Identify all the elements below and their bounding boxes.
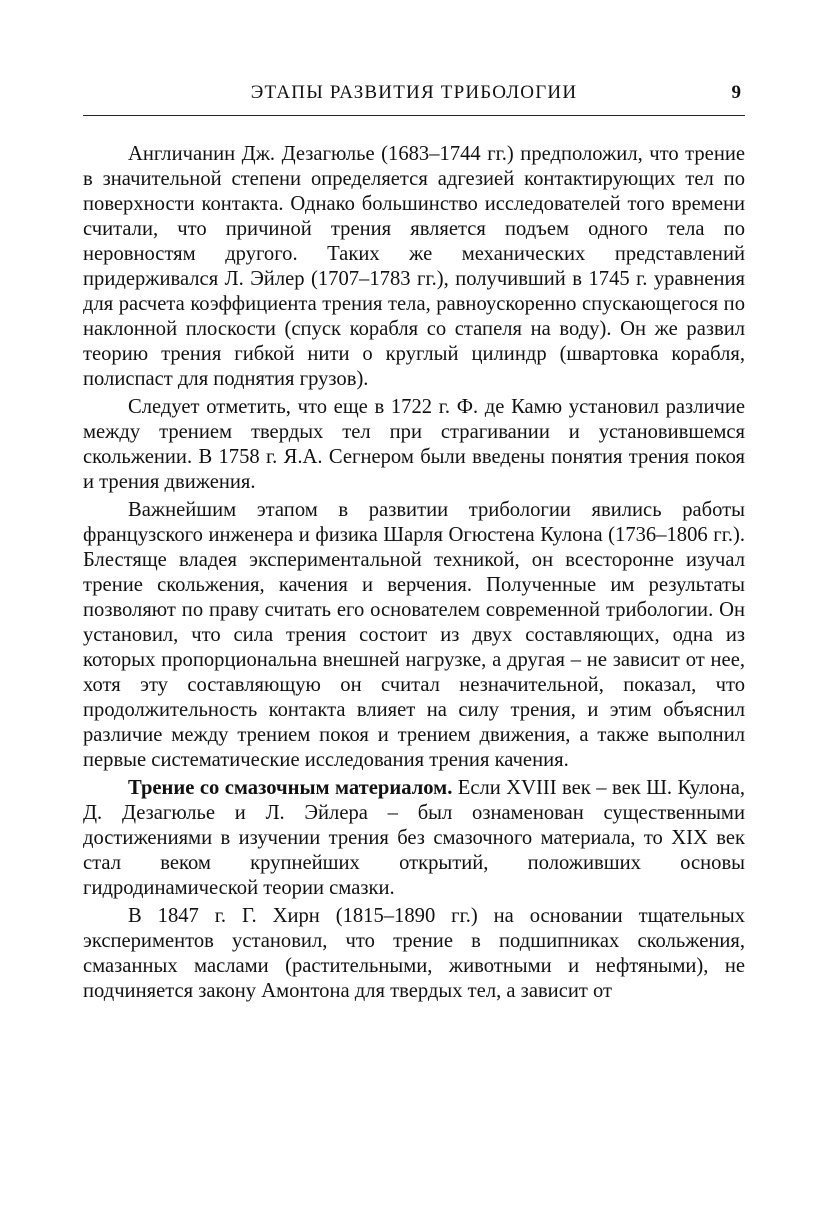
paragraph-hirn: В 1847 г. Г. Хирн (1815–1890 гг.) на основании тщательных экспериментов установил, что трение в подшипниках скольжения, смазанных маслами (растительными, животными и нефтяными), не подчиняется закону Амонтона для твердых тел, а зависит от <box>83 905 745 1002</box>
running-title: ЭТАПЫ РАЗВИТИЯ ТРИБОЛОГИИ <box>250 82 578 103</box>
section-run-in-heading: Трение со смазочным материалом. <box>128 777 453 799</box>
paragraph-lubricated-friction <box>83 776 745 901</box>
paragraph-desaguliers-euler: Англичанин Дж. Дезагюлье (1683–1744 гг.) предположил, что трение в значительной степени определяется адгезией контактирующих тел по поверхности контакта. Однако большинство исследователей того времени считали, что причиной трения является подъем одного тела по неровностям другого. Таких же механических представлений придерживался Л. Эйлер (1707–1783 гг.), получивший в 1745 г. уравнения для расчета коэффициента трения тела, равноускоренно спускающегося по наклонной плоскости (спуск корабля со стапеля на воду). Он же развил теорию трения гибкой нити о круглый цилиндр (швартовка корабля, полиспаст для поднятия грузов). <box>83 143 745 390</box>
book-page <box>83 0 745 1004</box>
paragraph-camus-segner: Следует отметить, что еще в 1722 г. Ф. де Камю установил различие между трением твердых тел при страгивании и установившемся скольжении. В 1758 г. Я.А. Сегнером были введены понятия трения покоя и трения движения. <box>83 396 745 493</box>
page-number: 9 <box>731 82 741 103</box>
paragraph-coulomb: Важнейшим этапом в развитии трибологии явились работы французского инженера и физика Шарля Огюстена Кулона (1736–1806 гг.). Блестяще владея экспериментальной техникой, он всесторонне изучал трение скольжения, качения и верчения. Полученные им результаты позволяют по праву считать его основателем современной трибологии. Он установил, что сила трения состоит из двух составляющих, одна из которых пропорциональна внешней нагрузке, а другая – не зависит от нее, хотя эту составляющую он считал незначительной, показал, что продолжительность контакта влияет на силу трения, и этим объяснил различие между трением покоя и трением движения, а также выполнил первые систематические исследования трения качения. <box>83 499 745 771</box>
running-header <box>83 0 745 116</box>
paragraph-lubricated-friction-text: Если XVIII век – век Ш. Кулона, Д. Дезагюлье и Л. Эйлера – был ознаменован существенными достижениями в изучении трения без смазочного материала, то XIX век стал веком крупнейших открытий, положивших основы гидродинамической теории смазки. <box>83 777 745 899</box>
body-text <box>83 142 745 1004</box>
